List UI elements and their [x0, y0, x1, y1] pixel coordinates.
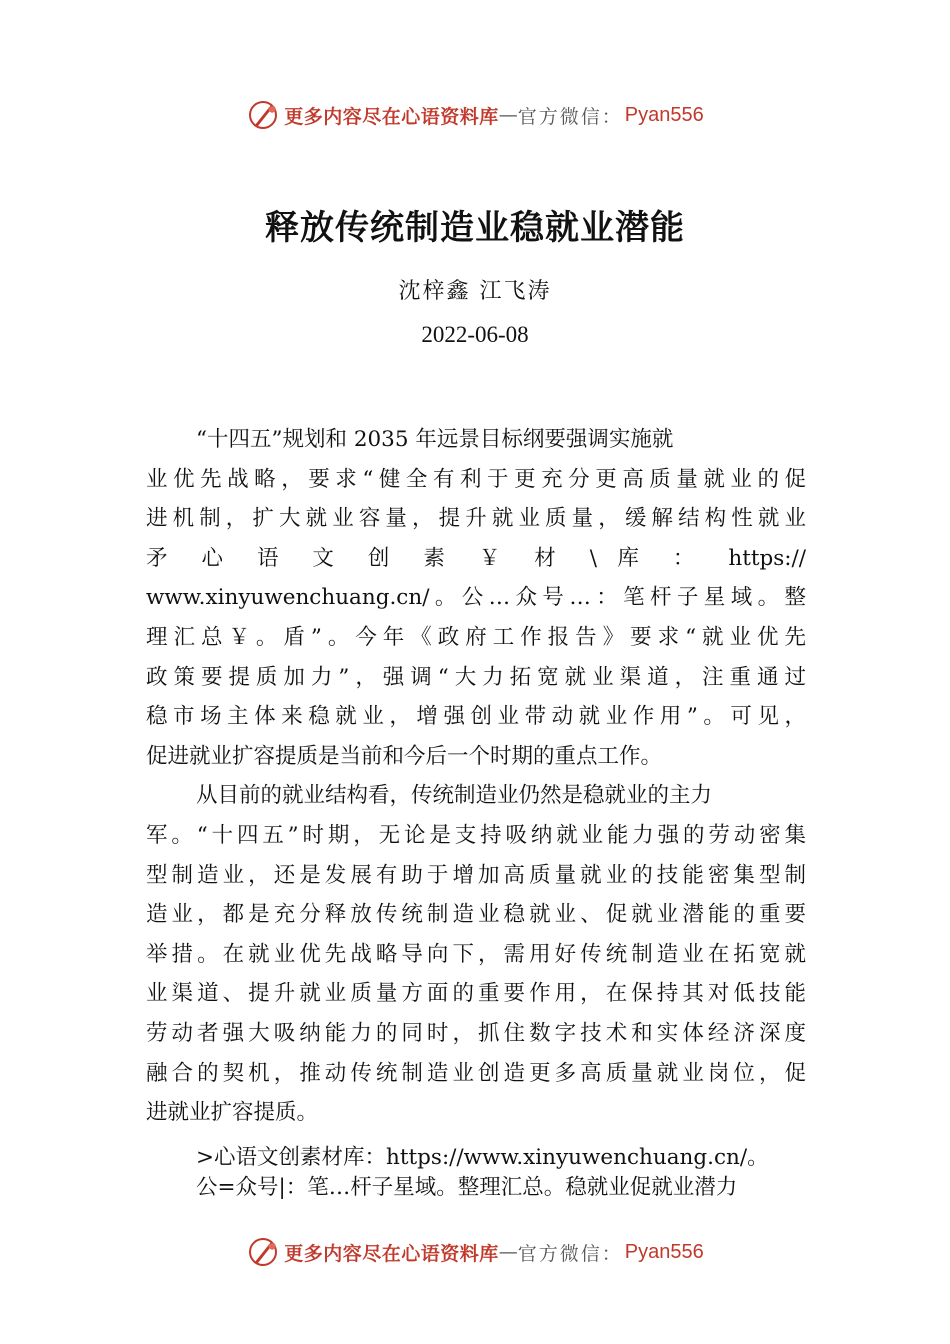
paragraph-line: 劳动者强大吸纳能力的同时，抓住数字技术和实体经济深度	[146, 1020, 806, 1046]
banner-separator: —	[498, 1241, 518, 1263]
paragraph-line: 理汇总￥。盾”。今年《政府工作报告》要求“就业优先	[146, 624, 806, 650]
banner-wechat-account: Pyan556	[624, 1240, 704, 1263]
banner-separator: —	[498, 104, 518, 126]
paragraph-line: 型制造业，还是发展有助于增加高质量就业的技能密集型制	[146, 862, 806, 888]
article-title: 释放传统制造业稳就业潜能	[265, 208, 685, 248]
source-note-line: >心语文创素材库：https://www.xinyuwenchuang.cn/。	[196, 1145, 769, 1170]
paragraph-line: 融合的契机，推动传统制造业创造更多高质量就业岗位，促	[146, 1060, 806, 1086]
paragraph-line: 进机制，扩大就业容量，提升就业质量，缓解结构性就业	[146, 506, 806, 532]
banner-wechat-label: 官方微信：	[517, 1242, 623, 1265]
paragraph-line: 军。“十四五”时期，无论是支持吸纳就业能力强的劳动密集	[146, 822, 806, 848]
header-banner[interactable]	[0, 95, 950, 135]
quill-pen-logo-icon	[246, 98, 280, 132]
article-date: 2022-06-08	[421, 322, 529, 347]
footer-banner[interactable]	[0, 1232, 950, 1272]
paragraph-line: www.xinyuwenchuang.cn/。公…众号…：笔杆子星域。整	[146, 585, 806, 611]
source-note-line: 公=众号|：笔…杆子星域。整理汇总。稳就业促就业潜力	[196, 1175, 738, 1200]
paragraph-line: 促进就业扩容提质是当前和今后一个时期的重点工作。	[146, 743, 663, 769]
article-body	[146, 420, 806, 1133]
paragraph-line: “十四五”规划和 2035 年远景目标纲要强调实施就	[196, 427, 674, 452]
quill-pen-logo-icon	[246, 1235, 280, 1269]
paragraph-line: 业优先战略，要求“健全有利于更充分更高质量就业的促	[146, 466, 806, 492]
paragraph-line: 举措。在就业优先战略导向下，需用好传统制造业在拓宽就	[146, 941, 806, 967]
banner-wechat-account: Pyan556	[624, 103, 704, 126]
banner-promo-text: 更多内容尽在心语资料库	[284, 105, 499, 128]
paragraph-line: 矛 心 语 文 创 素 ￥ 材 \ 库 ： https://	[146, 545, 806, 571]
paragraph-line: 业渠道、提升就业质量方面的重要作用，在保持其对低技能	[146, 981, 806, 1007]
paragraph-line: 政策要提质加力”，强调“大力拓宽就业渠道，注重通过	[146, 664, 806, 690]
paragraph-line: 稳市场主体来稳就业，增强创业带动就业作用”。可见，	[146, 704, 806, 730]
banner-wechat-label: 官方微信：	[517, 105, 623, 128]
paragraph-line: 进就业扩容提质。	[146, 1100, 319, 1126]
banner-promo-text: 更多内容尽在心语资料库	[284, 1242, 499, 1265]
article-authors: 沈梓鑫 江飞涛	[398, 279, 552, 304]
paragraph-line: 从目前的就业结构看，传统制造业仍然是稳就业的主力	[196, 783, 713, 809]
paragraph-line: 造业，都是充分释放传统制造业稳就业、促就业潜能的重要	[146, 902, 806, 928]
